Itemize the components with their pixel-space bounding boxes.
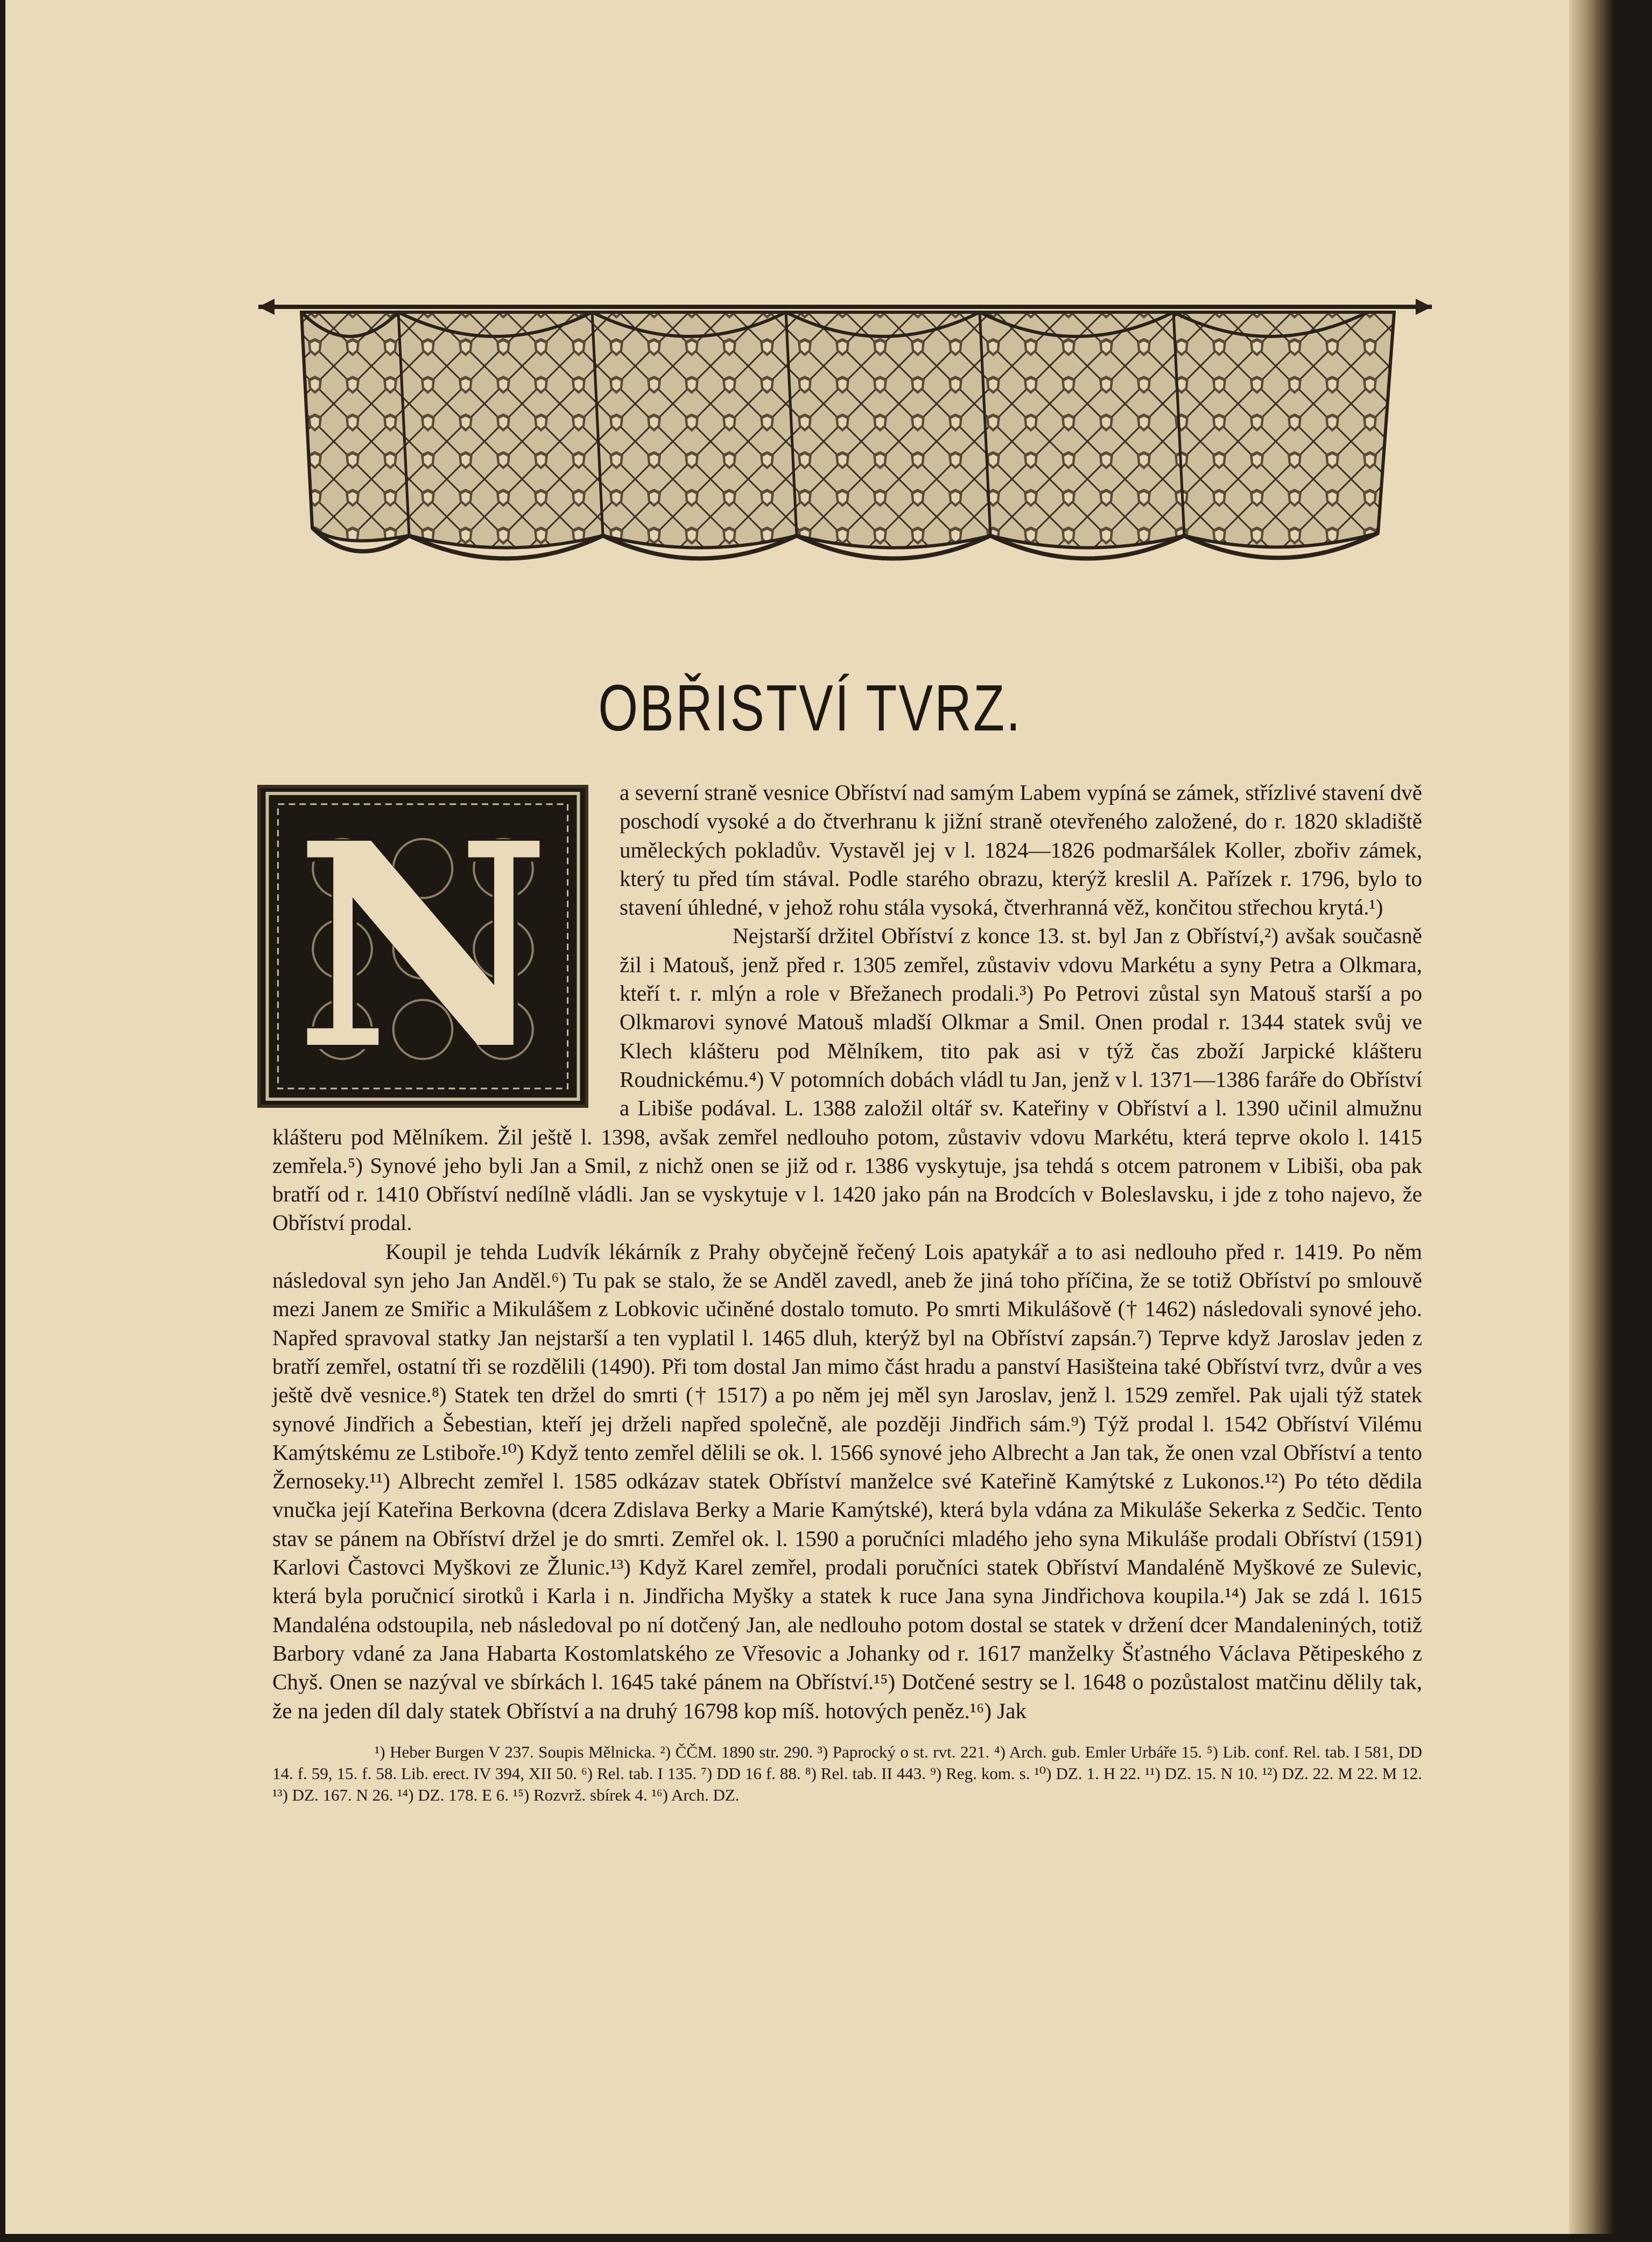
book-spine-shadow <box>1569 0 1615 2234</box>
paragraph-2: Nejstarší držitel Obříství z konce 13. st. byl Jan z Obříství,²) avšak současně žil i Matouš, jenž před r. 1305 zemřel, zůstaviv vdovu Markétu a syny Petra a Olkmara, kteří t. r. mlýn a role v Břežanech prodali.³) Po Petrovi zůstal syn Matouš starší a po Olkmarovi synové Matouš mladší Olkmar a Smil. Onen prodal r. 1344 statek svůj ve Klech klášteru pod Mělníkem, tito pak asi v týž čas zboží Jarpické klášteru Roudnickému.⁴) V potomních dobách vládl tu Jan, jenž v l. 1371—1386 faráře do Obříství a Libiše podával. L. 1388 založil oltář sv. Kateřiny v Obříství a l. 1390 učinil almužnu klášteru pod Mělníkem. Žil ještě l. 1398, avšak zemřel nedlouho potom, zůstaviv vdovu Markétu, která teprve okolo l. 1415 zemřela.⁵) Synové jeho byli Jan a Smil, z nichž onen se již od r. 1386 vyskytuje, jsa tehdá s otcem patronem v Libiši, oba pak bratří od r. 1410 Obříství nedílně vládli. Jan se vyskytuje v l. 1420 jako pán na Brodcích v Boleslavsku, i jde z toho najevo, že Obříství prodal. <box>272 923 1422 1235</box>
footnote-text: ¹) Heber Burgen V 237. Soupis Mělnicka. ²) ČČM. 1890 str. 290. ³) Paprocký o st. rvt. 221. ⁴) Arch. gub. Emler Urbáře 15. ⁵) Lib. conf. Rel. tab. I 581, DD 14. f. 59, 15. f. 58. Lib. erect. IV 394, XII 50. ⁶) Rel. tab. I 135. ⁷) DD 16 f. 88. ⁸) Rel. tab. II 443. ⁹) Reg. kom. s. ¹⁰) DZ. 1. H 22. ¹¹) DZ. 15. N 10. ¹²) DZ. 22. M 22. M 12. ¹³) DZ. 167. N 26. ¹⁴) DZ. 178. E 6. ¹⁵) Rozvrž. sbírek 4. ¹⁶) Arch. DZ. <box>272 1742 1422 1804</box>
initial-spacer <box>272 778 620 1096</box>
book-page <box>5 0 1615 2234</box>
paragraph-3: Koupil je tehda Ludvík lékárník z Prahy obyčejně řečený Lois apatykář a to asi nedlouho před r. 1419. Po něm následoval syn jeho Jan Anděl.⁶) Tu pak se stalo, že se Anděl zavedl, aneb že jiná toho příčina, že se totiž Obříství po smlouvě mezi Janem ze Smiřic a Mikulášem z Lobkovic učiněné dostalo tomuto. Po smrti Mikulášově († 1462) následovali synové jeho. Napřed spravoval statky Jan nejstarší a ten vyplatil l. 1465 dluh, kterýž byl na Obříství zapsán.⁷) Teprve když Jaroslav jeden z bratří zemřel, ostatní tři se rozdělili (1490). Při tom dostal Jan mimo část hradu a panství Hasišteina také Obříství tvrz, dvůr a ves ještě dvě vesnice.⁸) Statek ten držel do smrti († 1517) a po něm jej měl syn Jaroslav, jenž l. 1529 zemřel. Pak ujali týž statek synové Jindřich a Šebestian, kteří jej drželi napřed společně, ale později Jindřich sám.⁹) Týž prodal l. 1542 Obříství Vilému Kamýtskému ze Lstiboře.¹⁰) Když tento zemřel dělili se ok. l. 1566 synové jeho Albrecht a Jan tak, že onen vzal Obříství a tento Žernoseky.¹¹) Albrecht zemřel l. 1585 odkázav statek Obříství manželce své Kateřině Kamýtské z Lukonos.¹²) Po této dědila vnučka její Kateřina Berkovna (dcera Zdislava Berky a Marie Kamýtské), která byla vdána za Mikuláše Sekerka z Sedčic. Tento stav se pánem na Obříství držel je do smrti. Zemřel ok. l. 1590 a poručníci mladého jeho syna Mikuláše prodali Obříství (1591) Karlovi Častovci Myškovi ze Žlunic.¹³) Když Karel zemřel, prodali poručníci statek Obříství Mandaléně Myškové ze Sulevic, která byla poručnicí sirotků i Karla i n. Jindřicha Myšky a statek k ruce Jana syna Jindřichova koupila.¹⁴) Jak se zdá l. 1615 Mandaléna odstoupila, neb následoval po ní dotčený Jan, ale nedlouho potom dostal se statek v držení dcer Mandaleniných, totiž Barbory vdané za Jana Habarta Kostomlatského ze Vřesovic a Johanky od r. 1617 manželky Šťastného Václava Pětipeského z Chyš. Onen se nazýval ve sbírkách l. 1645 také pánem na Obříství.¹⁵) Dotčené sestry se l. 1648 o pozůstalost matčinu dělily tak, že na jeden díl daly statek Obříství a na druhý 16798 kop míš. hotových peněz.¹⁶) Jak <box>272 1239 1422 1723</box>
footnotes <box>272 1741 1422 1806</box>
paragraph-1: a severní straně vesnice Obříství nad samým Labem vypíná se zámek, střízlivé stavení dvě poschodí vysoké a do čtverhranu k jižní straně otevřeného založené, do r. 1820 skladiště uměleckých pokladův. Vystavěl jej v l. 1824—1826 podmaršálek Koller, zbořiv zámek, který tu před tím stával. Podle starého obrazu, kterýž kreslil A. Pařízek r. 1796, bylo to stavení úhledné, v jehož rohu stála vysoká, čtverhranná věž, končitou střechou krytá.¹) <box>620 780 1422 920</box>
article-body <box>272 778 1422 1725</box>
decorative-valance-illustration <box>258 291 1432 581</box>
page-title: OBŘISTVÍ TVRZ. <box>598 671 1022 744</box>
initial-letter: N <box>294 782 551 1111</box>
